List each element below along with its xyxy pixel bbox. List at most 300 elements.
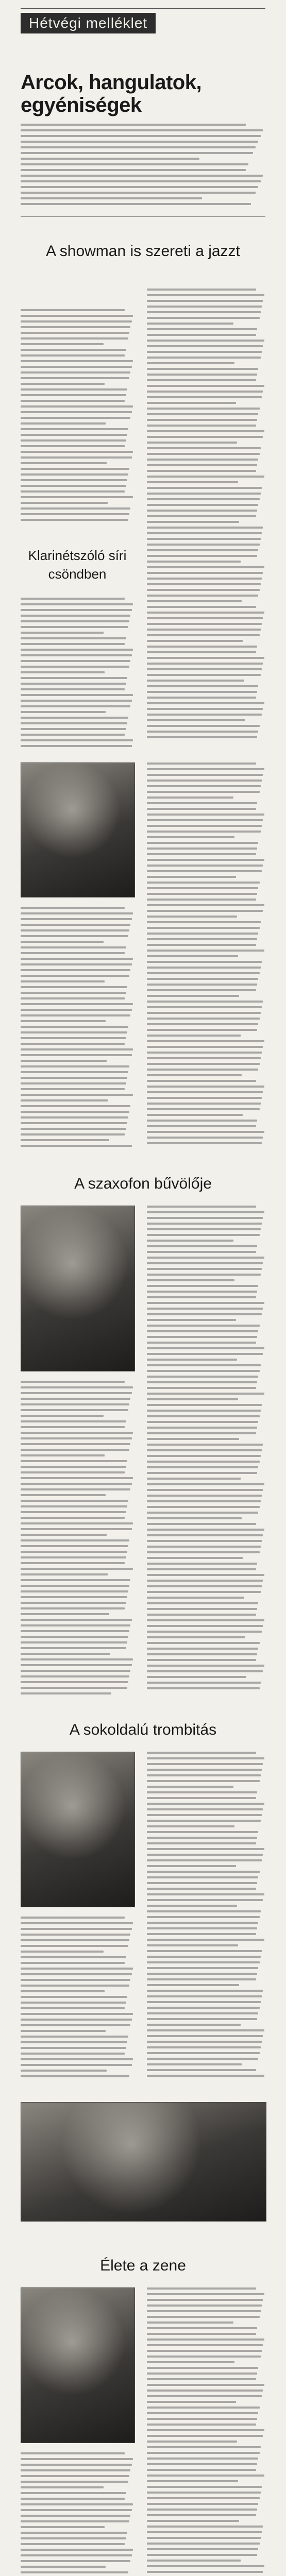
article-text — [147, 1752, 265, 2081]
text-line-placeholder — [21, 507, 130, 510]
text-line-placeholder — [147, 1029, 257, 1031]
text-line-placeholder — [147, 1018, 260, 1020]
text-line-placeholder — [21, 2549, 133, 2551]
text-line-placeholder — [147, 306, 262, 308]
text-line-placeholder — [147, 1927, 257, 1929]
text-line-placeholder — [147, 1262, 263, 1264]
text-line-placeholder — [21, 986, 127, 988]
text-line-placeholder — [147, 464, 257, 466]
text-line-placeholder — [21, 1579, 130, 1581]
text-line-placeholder — [21, 1048, 133, 1050]
text-line-placeholder — [21, 1573, 108, 1575]
text-line-placeholder — [21, 1664, 132, 1666]
text-line-placeholder — [147, 1461, 260, 1463]
text-line-placeholder — [147, 1103, 261, 1105]
text-line-placeholder — [147, 396, 262, 398]
text-line-placeholder — [147, 819, 263, 821]
text-line-placeholder — [147, 870, 262, 872]
text-line-placeholder — [147, 323, 233, 325]
text-line-placeholder — [147, 2350, 262, 2352]
text-line-placeholder — [147, 1206, 256, 1208]
text-line-placeholder — [147, 1444, 263, 1446]
text-line-placeholder — [21, 371, 130, 374]
text-line-placeholder — [21, 417, 130, 419]
text-line-placeholder — [147, 989, 256, 991]
text-line-placeholder — [21, 326, 130, 328]
text-line-placeholder — [147, 1648, 258, 1650]
text-line-placeholder — [21, 660, 130, 662]
text-line-placeholder — [21, 320, 132, 323]
text-line-placeholder — [147, 1905, 237, 1907]
text-line-placeholder — [21, 2526, 105, 2528]
text-line-placeholder — [147, 1893, 264, 1895]
text-line-placeholder — [147, 385, 264, 387]
text-line-placeholder — [147, 2463, 257, 2465]
text-line-placeholder — [147, 899, 256, 901]
text-line-placeholder — [21, 186, 258, 188]
text-line-placeholder — [147, 1642, 260, 1644]
saxophonist-photo — [21, 1206, 135, 1371]
text-line-placeholder — [147, 600, 242, 602]
text-line-placeholder — [21, 609, 132, 611]
text-line-placeholder — [21, 1692, 111, 1694]
text-line-placeholder — [147, 351, 262, 353]
text-line-placeholder — [21, 456, 132, 459]
text-line-placeholder — [147, 663, 263, 665]
text-line-placeholder — [21, 1483, 132, 1485]
article-text — [147, 289, 265, 752]
text-line-placeholder — [147, 1763, 263, 1765]
text-line-placeholder — [21, 1985, 129, 1987]
text-line-placeholder — [21, 683, 126, 685]
text-line-placeholder — [147, 317, 260, 319]
text-line-placeholder — [147, 1540, 262, 1542]
text-line-placeholder — [21, 141, 258, 143]
text-line-placeholder — [147, 532, 262, 534]
text-line-placeholder — [21, 1488, 130, 1490]
text-line-placeholder — [147, 498, 260, 500]
text-line-placeholder — [147, 1769, 262, 1771]
text-line-placeholder — [21, 2537, 126, 2539]
text-line-placeholder — [147, 2492, 261, 2494]
text-line-placeholder — [147, 1381, 257, 1383]
text-line-placeholder — [147, 1803, 264, 1805]
text-line-placeholder — [147, 697, 256, 699]
text-line-placeholder — [147, 1871, 260, 1873]
text-line-placeholder — [147, 2424, 256, 2426]
text-line-placeholder — [147, 2486, 262, 2488]
text-line-placeholder — [147, 1228, 261, 1230]
text-line-placeholder — [147, 1500, 261, 1502]
text-line-placeholder — [147, 1285, 258, 1287]
text-line-placeholder — [21, 649, 133, 651]
text-line-placeholder — [21, 1602, 126, 1604]
text-line-placeholder — [147, 2395, 262, 2397]
text-line-placeholder — [147, 289, 256, 291]
text-line-placeholder — [21, 1471, 125, 1473]
text-line-placeholder — [21, 1562, 125, 1564]
text-line-placeholder — [21, 1031, 127, 1033]
text-line-placeholder — [21, 1116, 128, 1118]
text-line-placeholder — [21, 2024, 130, 2026]
text-line-placeholder — [147, 657, 264, 659]
text-line-placeholder — [147, 1961, 260, 1963]
text-line-placeholder — [147, 1631, 262, 1633]
text-line-placeholder — [147, 1257, 264, 1259]
text-line-placeholder — [147, 617, 263, 619]
text-line-placeholder — [21, 1996, 127, 1998]
text-line-placeholder — [21, 1398, 130, 1400]
text-line-placeholder — [147, 1967, 258, 1969]
text-line-placeholder — [21, 2070, 107, 2072]
text-line-placeholder — [21, 2007, 125, 2009]
text-line-placeholder — [21, 1466, 126, 1468]
text-line-placeholder — [147, 1393, 264, 1395]
text-line-placeholder — [147, 1574, 264, 1576]
text-line-placeholder — [147, 1012, 261, 1014]
text-line-placeholder — [21, 918, 132, 920]
text-line-placeholder — [147, 430, 264, 432]
text-line-placeholder — [21, 1545, 128, 1547]
text-line-placeholder — [21, 203, 251, 205]
text-line-placeholder — [147, 984, 257, 986]
text-line-placeholder — [21, 1973, 132, 1975]
text-line-placeholder — [147, 527, 263, 529]
text-line-placeholder — [21, 997, 125, 999]
section-headline: A sokoldalú trombitás — [69, 1721, 217, 1738]
text-line-placeholder — [21, 1449, 129, 1451]
text-line-placeholder — [147, 2548, 258, 2550]
text-line-placeholder — [147, 1563, 257, 1565]
text-line-placeholder — [147, 419, 257, 421]
text-line-placeholder — [147, 2035, 263, 2037]
text-line-placeholder — [147, 634, 260, 636]
text-line-placeholder — [147, 2435, 263, 2437]
text-line-placeholder — [21, 2452, 125, 2454]
text-line-placeholder — [147, 1956, 261, 1958]
text-line-placeholder — [21, 1687, 127, 1689]
text-line-placeholder — [147, 685, 258, 687]
text-line-placeholder — [21, 1956, 126, 1958]
text-line-placeholder — [147, 1495, 262, 1497]
text-line-placeholder — [21, 992, 126, 994]
text-line-placeholder — [21, 1409, 128, 1411]
text-line-placeholder — [21, 1133, 125, 1136]
text-line-placeholder — [147, 2560, 241, 2562]
text-line-placeholder — [147, 2514, 256, 2516]
text-line-placeholder — [147, 2367, 258, 2369]
text-line-placeholder — [147, 842, 258, 844]
text-line-placeholder — [147, 1984, 239, 1986]
text-line-placeholder — [21, 2036, 128, 2038]
text-line-placeholder — [21, 163, 248, 165]
text-line-placeholder — [21, 360, 133, 362]
text-line-placeholder — [147, 368, 258, 370]
text-line-placeholder — [21, 315, 133, 317]
text-line-placeholder — [147, 831, 261, 833]
text-line-placeholder — [147, 1023, 258, 1025]
text-line-placeholder — [147, 1302, 264, 1304]
text-line-placeholder — [21, 479, 127, 481]
text-line-placeholder — [147, 300, 263, 302]
text-line-placeholder — [147, 1217, 263, 1219]
text-line-placeholder — [21, 1386, 133, 1388]
text-line-placeholder — [147, 1619, 264, 1621]
text-line-placeholder — [21, 2030, 106, 2032]
text-line-placeholder — [21, 2492, 126, 2494]
text-line-placeholder — [21, 1670, 130, 1672]
text-line-placeholder — [147, 2446, 261, 2448]
text-line-placeholder — [147, 1398, 238, 1400]
text-line-placeholder — [147, 1415, 260, 1417]
text-line-placeholder — [147, 1933, 256, 1935]
text-line-placeholder — [147, 1108, 260, 1110]
section-headline: A szaxofon bűvölője — [74, 1175, 212, 1192]
text-line-placeholder — [147, 1944, 238, 1946]
text-line-placeholder — [21, 1460, 127, 1462]
text-line-placeholder — [21, 975, 129, 977]
text-line-placeholder — [21, 728, 126, 730]
text-line-placeholder — [147, 504, 258, 506]
text-line-placeholder — [147, 921, 261, 923]
text-line-placeholder — [21, 1094, 133, 1096]
text-line-placeholder — [147, 2565, 264, 2567]
text-line-placeholder — [147, 1551, 260, 1553]
text-line-placeholder — [21, 2503, 133, 2505]
text-line-placeholder — [147, 1035, 241, 1037]
text-line-placeholder — [147, 493, 261, 495]
text-line-placeholder — [21, 1630, 129, 1632]
text-line-placeholder — [147, 2355, 261, 2358]
text-line-placeholder — [147, 1483, 264, 1485]
text-line-placeholder — [147, 680, 244, 682]
text-line-placeholder — [147, 736, 257, 738]
text-line-placeholder — [147, 629, 261, 631]
text-line-placeholder — [147, 1472, 257, 1474]
text-line-placeholder — [21, 468, 129, 470]
text-line-placeholder — [147, 311, 261, 313]
text-line-placeholder — [147, 1608, 257, 1610]
text-line-placeholder — [147, 1916, 260, 1918]
wide-photo — [21, 2102, 266, 2222]
text-line-placeholder — [147, 779, 262, 782]
text-line-placeholder — [147, 1837, 257, 1839]
text-line-placeholder — [21, 2041, 127, 2043]
text-line-placeholder — [21, 1105, 130, 1107]
musician-photo — [21, 2287, 135, 2443]
text-line-placeholder — [21, 405, 133, 408]
text-line-placeholder — [21, 152, 253, 154]
text-line-placeholder — [147, 487, 262, 489]
text-line-placeholder — [147, 328, 257, 330]
text-line-placeholder — [21, 1653, 110, 1655]
text-line-placeholder — [147, 515, 256, 517]
text-line-placeholder — [147, 865, 263, 867]
text-line-placeholder — [147, 1449, 262, 1451]
text-line-placeholder — [21, 603, 133, 605]
text-line-placeholder — [21, 451, 133, 453]
text-line-placeholder — [147, 2327, 257, 2329]
text-line-placeholder — [21, 1928, 132, 1930]
text-line-placeholder — [147, 972, 260, 974]
text-line-placeholder — [147, 408, 260, 410]
text-line-placeholder — [147, 2520, 239, 2522]
article-text — [21, 1381, 134, 1700]
text-line-placeholder — [147, 1820, 261, 1822]
text-line-placeholder — [21, 1505, 127, 1507]
text-line-placeholder — [21, 1139, 109, 1141]
text-line-placeholder — [147, 1114, 243, 1116]
text-line-placeholder — [147, 1142, 262, 1144]
text-line-placeholder — [147, 2469, 256, 2471]
text-line-placeholder — [147, 1342, 256, 1344]
text-line-placeholder — [21, 519, 128, 521]
text-line-placeholder — [21, 337, 128, 340]
text-line-placeholder — [147, 1063, 260, 1065]
text-line-placeholder — [21, 1082, 126, 1084]
text-line-placeholder — [21, 1619, 132, 1621]
text-line-placeholder — [147, 374, 257, 376]
text-line-placeholder — [147, 1319, 236, 1321]
text-line-placeholder — [147, 1410, 261, 1412]
trumpeter-photo — [21, 1752, 135, 1907]
text-line-placeholder — [147, 2001, 261, 2003]
text-line-placeholder — [21, 2064, 132, 2066]
text-line-placeholder — [21, 912, 133, 914]
text-line-placeholder — [147, 334, 256, 336]
text-line-placeholder — [147, 476, 264, 478]
text-line-placeholder — [21, 473, 128, 476]
text-line-placeholder — [21, 2458, 133, 2460]
text-line-placeholder — [21, 705, 130, 707]
text-line-placeholder — [147, 2531, 262, 2533]
text-line-placeholder — [21, 1945, 128, 1947]
text-line-placeholder — [21, 2047, 126, 2049]
text-line-placeholder — [147, 2333, 256, 2335]
text-line-placeholder — [147, 1069, 258, 1071]
text-line-placeholder — [147, 1625, 263, 1627]
text-line-placeholder — [21, 129, 263, 131]
text-line-placeholder — [21, 411, 132, 413]
text-line-placeholder — [21, 677, 127, 679]
text-line-placeholder — [21, 1128, 126, 1130]
text-line-placeholder — [21, 722, 127, 724]
text-line-placeholder — [147, 447, 261, 449]
text-line-placeholder — [147, 1455, 261, 1457]
text-line-placeholder — [147, 2046, 261, 2048]
text-line-placeholder — [147, 2554, 257, 2556]
text-line-placeholder — [147, 1910, 261, 1912]
text-line-placeholder — [21, 2509, 132, 2511]
text-line-placeholder — [21, 1014, 130, 1016]
text-line-placeholder — [21, 383, 105, 385]
text-line-placeholder — [147, 1670, 263, 1672]
text-line-placeholder — [147, 1682, 261, 1684]
text-line-placeholder — [147, 967, 261, 969]
text-line-placeholder — [21, 1613, 109, 1615]
text-line-placeholder — [21, 1675, 129, 1677]
text-line-placeholder — [147, 768, 264, 770]
text-line-placeholder — [147, 1814, 262, 1816]
text-line-placeholder — [21, 1043, 125, 1045]
lead-intro-text — [21, 124, 265, 211]
text-line-placeholder — [147, 1131, 264, 1133]
text-line-placeholder — [147, 708, 263, 710]
text-line-placeholder — [147, 825, 262, 827]
text-line-placeholder — [147, 2418, 257, 2420]
text-line-placeholder — [147, 802, 257, 804]
text-line-placeholder — [147, 1359, 237, 1361]
article-text — [147, 2287, 265, 2576]
text-line-placeholder — [147, 425, 256, 427]
text-line-placeholder — [147, 1797, 256, 1799]
text-line-placeholder — [21, 1392, 132, 1394]
text-line-placeholder — [147, 1899, 263, 1901]
text-line-placeholder — [147, 453, 260, 455]
section-headline: A showman is szereti a jazzt — [46, 243, 240, 260]
text-line-placeholder — [147, 2344, 263, 2346]
text-line-placeholder — [147, 1097, 262, 1099]
text-line-placeholder — [147, 1882, 257, 1884]
text-line-placeholder — [21, 654, 132, 656]
text-line-placeholder — [147, 848, 257, 850]
text-line-placeholder — [21, 1641, 127, 1643]
article-text — [21, 2452, 134, 2576]
text-line-placeholder — [21, 1551, 127, 1553]
text-line-placeholder — [147, 357, 261, 359]
text-line-placeholder — [147, 1489, 263, 1491]
text-line-placeholder — [21, 2075, 129, 2077]
text-line-placeholder — [21, 1681, 128, 1683]
text-line-placeholder — [147, 1211, 264, 1213]
text-line-placeholder — [147, 1557, 243, 1559]
text-line-placeholder — [21, 354, 125, 357]
text-line-placeholder — [21, 2019, 132, 2021]
text-line-placeholder — [147, 578, 262, 580]
text-line-placeholder — [21, 1426, 125, 1428]
text-line-placeholder — [21, 1607, 125, 1609]
text-line-placeholder — [21, 666, 129, 668]
article-text — [21, 309, 134, 526]
text-line-placeholder — [147, 1597, 244, 1599]
text-line-placeholder — [147, 1791, 257, 1793]
supplement-banner: Hétvégi melléklet — [21, 13, 156, 33]
text-line-placeholder — [147, 1786, 233, 1788]
text-line-placeholder — [147, 1534, 263, 1536]
text-line-placeholder — [147, 668, 262, 670]
text-line-placeholder — [147, 2452, 260, 2454]
text-line-placeholder — [147, 719, 245, 721]
text-line-placeholder — [21, 1077, 127, 1079]
text-line-placeholder — [147, 391, 263, 393]
text-line-placeholder — [147, 1478, 241, 1480]
text-line-placeholder — [147, 1370, 260, 1372]
text-line-placeholder — [147, 555, 257, 557]
text-line-placeholder — [147, 1245, 257, 1247]
text-line-placeholder — [147, 2029, 264, 2031]
text-line-placeholder — [21, 1568, 133, 1570]
article-text — [21, 907, 134, 1154]
text-line-placeholder — [147, 1234, 260, 1236]
text-line-placeholder — [147, 1291, 257, 1293]
text-line-placeholder — [147, 561, 241, 563]
text-line-placeholder — [21, 2571, 128, 2573]
text-line-placeholder — [21, 1145, 132, 1147]
text-line-placeholder — [147, 859, 264, 861]
text-line-placeholder — [21, 2475, 129, 2477]
text-line-placeholder — [147, 2063, 242, 2065]
text-line-placeholder — [147, 640, 243, 642]
